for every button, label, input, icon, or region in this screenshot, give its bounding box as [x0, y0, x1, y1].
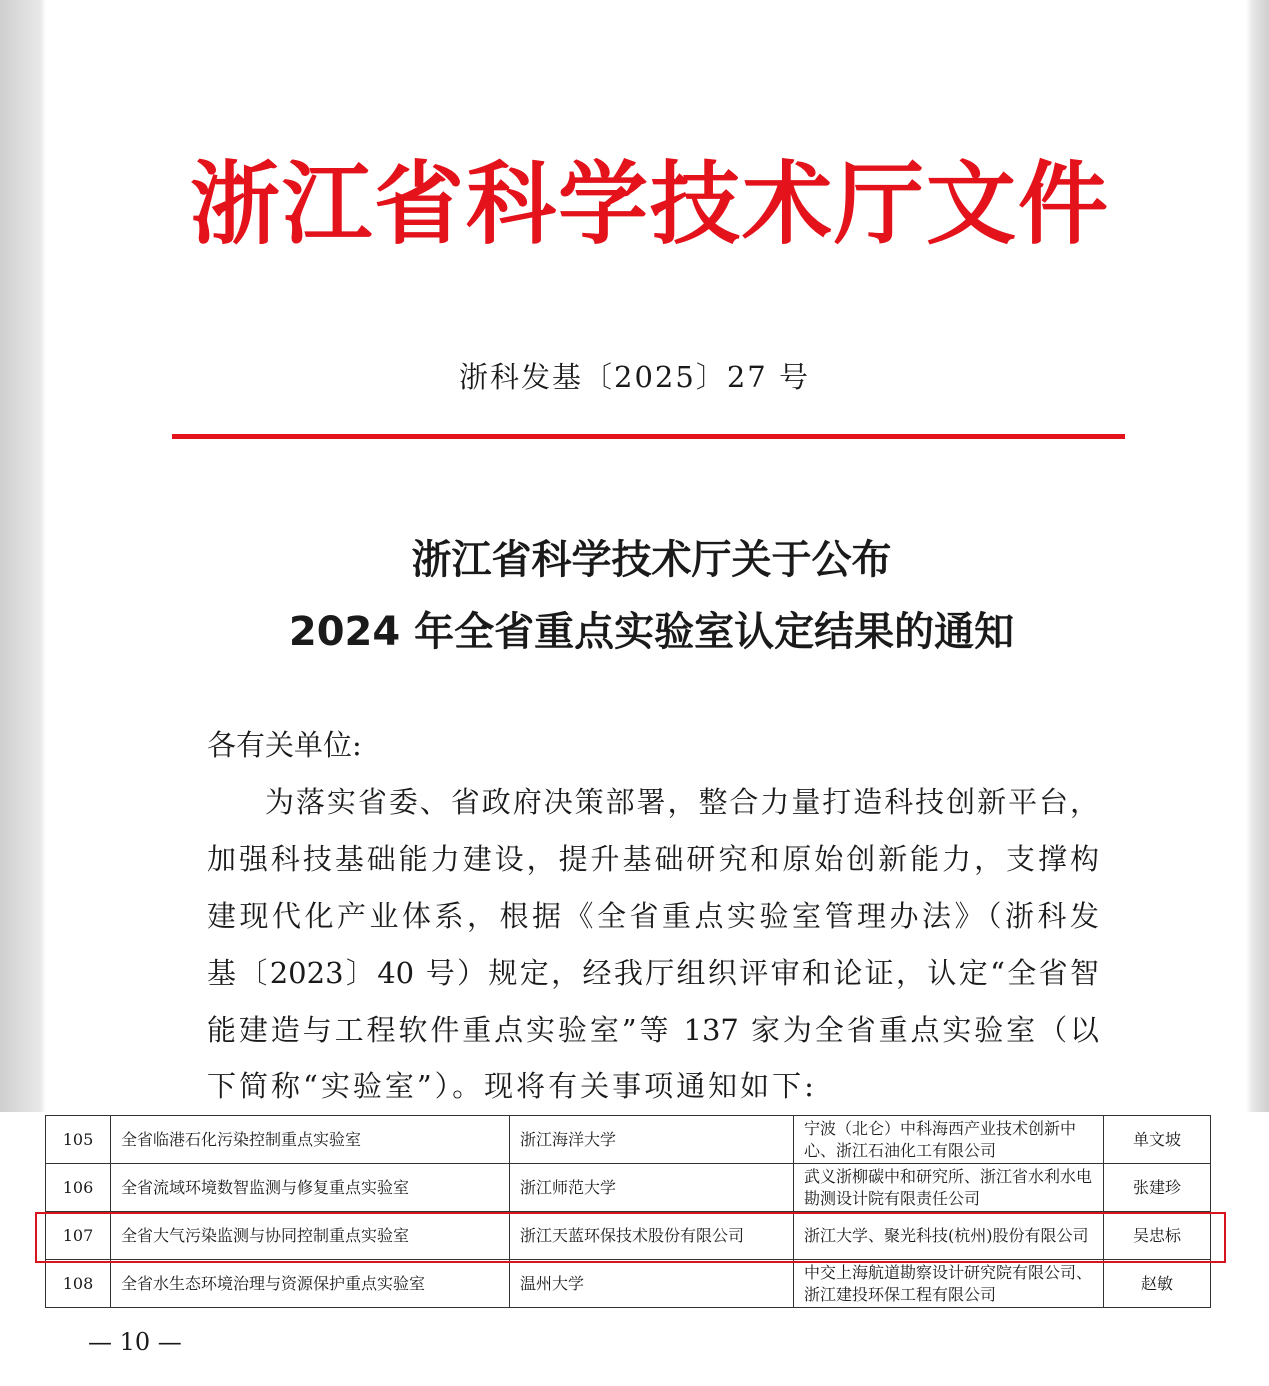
co-organizations: 中交上海航道勘察设计研究院有限公司、浙江建投环保工程有限公司: [794, 1260, 1104, 1308]
document-number: 浙科发基〔2025〕27 号: [459, 360, 810, 394]
lab-director: 单文坡: [1104, 1116, 1211, 1164]
notice-title-line2: 2024 年全省重点实验室认定结果的通知: [288, 609, 1015, 655]
row-number: 107: [46, 1212, 111, 1260]
table-row: [46, 1164, 1211, 1212]
table-row: [46, 1260, 1211, 1308]
page-number: — 10 —: [88, 1328, 182, 1356]
table-row: [46, 1116, 1211, 1164]
lab-name: 全省临港石化污染控制重点实验室: [111, 1116, 510, 1164]
document-header-title: 浙江省科学技术厅文件: [190, 152, 1110, 257]
body-line: 下简称“实验室”）。现将有关事项通知如下:: [207, 1069, 817, 1103]
co-organizations: 武义浙柳碳中和研究所、浙江省水利水电勘测设计院有限责任公司: [794, 1164, 1104, 1212]
body-line: 基〔2023〕40 号）规定，经我厅组织评审和论证，认定“全省智: [207, 956, 1099, 990]
notice-title-line1: 浙江省科学技术厅关于公布: [411, 537, 892, 583]
body-line: 为落实省委、省政府决策部署，整合力量打造科技创新平台，: [265, 785, 1099, 819]
body-line: 加强科技基础能力建设，提升基础研究和原始创新能力，支撑构: [207, 842, 1099, 876]
header-divider: [172, 434, 1125, 439]
body-line: 建现代化产业体系，根据《全省重点实验室管理办法》（浙科发: [207, 899, 1099, 933]
lead-organization: 温州大学: [510, 1260, 794, 1308]
row-number: 108: [46, 1260, 111, 1308]
lab-director: 张建珍: [1104, 1164, 1211, 1212]
row-number: 106: [46, 1164, 111, 1212]
highlight-box: [35, 1212, 1226, 1263]
salutation: 各有关单位:: [207, 728, 362, 762]
row-number: 105: [46, 1116, 111, 1164]
co-organizations: 宁波（北仑）中科海西产业技术创新中心、浙江石油化工有限公司: [794, 1116, 1104, 1164]
lab-director: 吴忠标: [1104, 1212, 1211, 1260]
body-line: 能建造与工程软件重点实验室”等 137 家为全省重点实验室（以: [207, 1013, 1099, 1047]
lab-name: 全省大气污染监测与协同控制重点实验室: [111, 1212, 510, 1260]
lead-organization: 浙江天蓝环保技术股份有限公司: [510, 1212, 794, 1260]
lab-name: 全省水生态环境治理与资源保护重点实验室: [111, 1260, 510, 1308]
lead-organization: 浙江师范大学: [510, 1164, 794, 1212]
lab-director: 赵敏: [1104, 1260, 1211, 1308]
co-organizations: 浙江大学、聚光科技(杭州)股份有限公司: [794, 1212, 1104, 1260]
lead-organization: 浙江海洋大学: [510, 1116, 794, 1164]
lab-name: 全省流域环境数智监测与修复重点实验室: [111, 1164, 510, 1212]
